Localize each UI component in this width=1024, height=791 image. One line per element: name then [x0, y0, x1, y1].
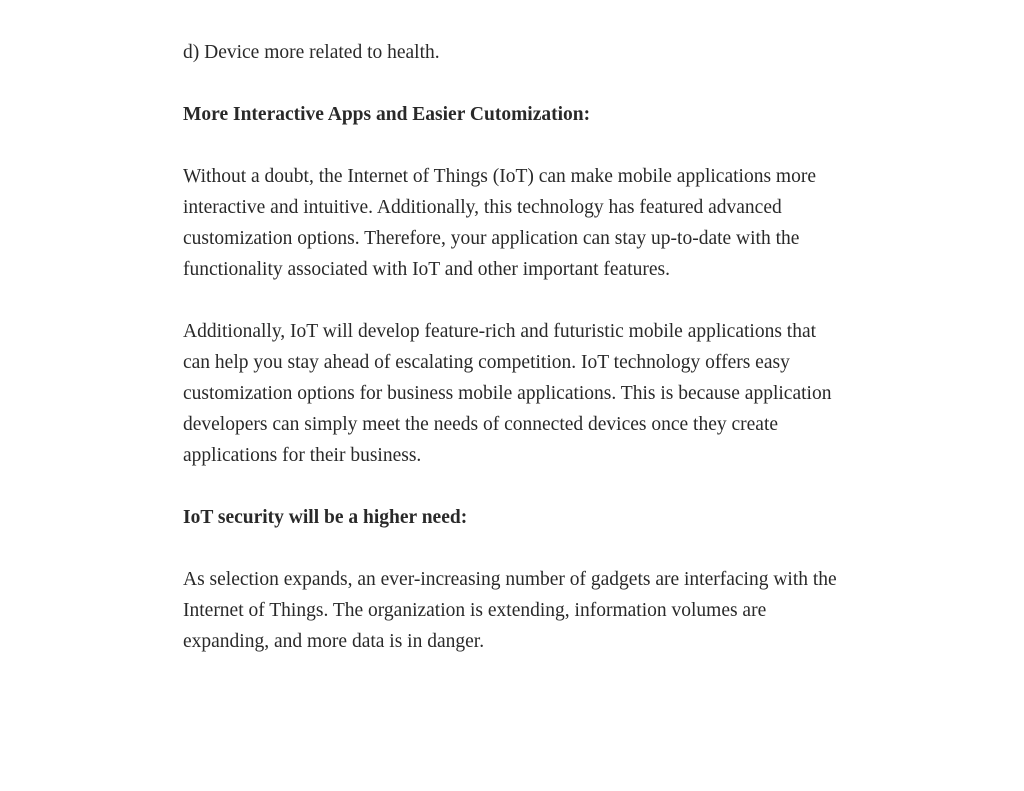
paragraph-iot-customization: Additionally, IoT will develop feature-rich and futuristic mobile applications that can help you stay ahead of escalating competition. IoT technology offers easy customization options for business mobile applications. This is because application developers can simply meet the needs of connected devices once they create applications for their business.: [183, 321, 832, 466]
paragraph-iot-interactive: Without a doubt, the Internet of Things (IoT) can make mobile applications more interactive and intuitive. Additionally, this technology has featured advanced customization options. Therefore, your application can stay up-to-date with the functionality associated with IoT and other important features.: [183, 166, 816, 280]
paragraph-iot-security: As selection expands, an ever-increasing number of gadgets are interfacing with the Internet of Things. The organization is extending, information volumes are expanding, and more data is in danger.: [183, 569, 837, 652]
section-heading-iot-security: IoT security will be a higher need:: [183, 507, 468, 528]
list-item-d: d) Device more related to health.: [183, 42, 440, 63]
section-heading-interactive-apps: More Interactive Apps and Easier Cutomization:: [183, 104, 591, 125]
article-body: [183, 37, 847, 688]
